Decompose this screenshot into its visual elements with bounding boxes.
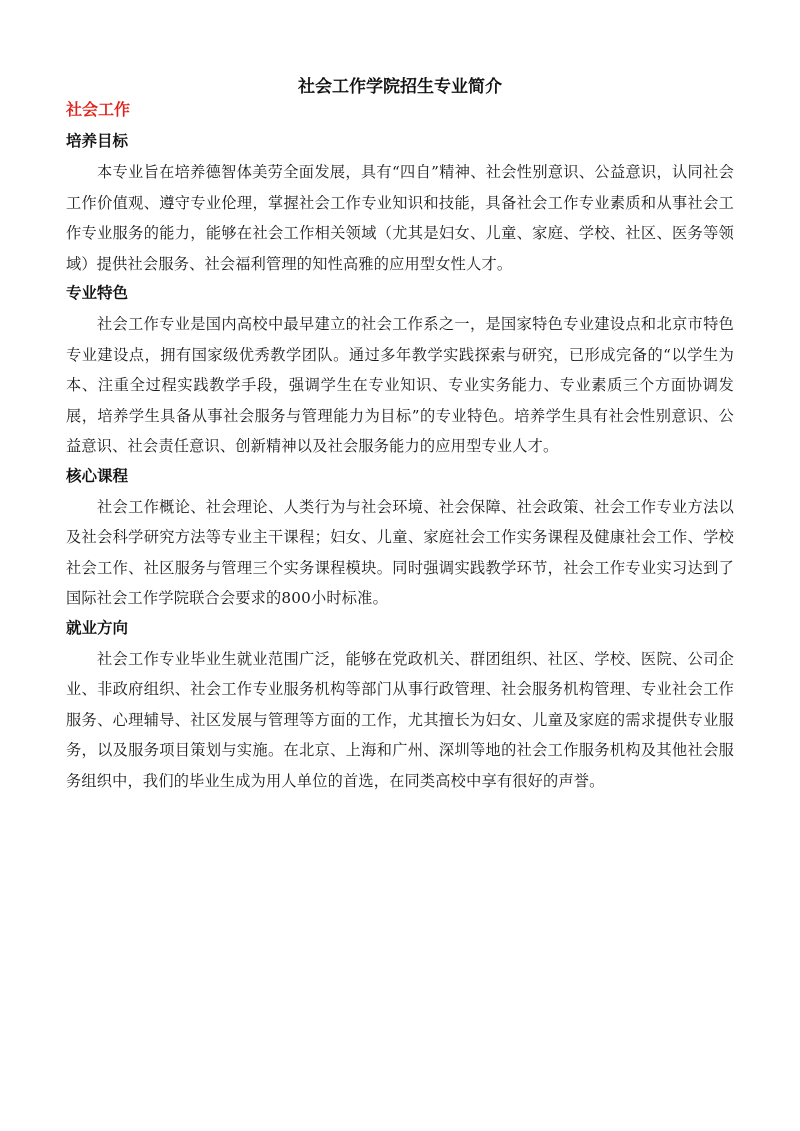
section-core-courses: [66, 464, 734, 614]
document-content: [66, 129, 734, 798]
section-body-major-features: 社会工作专业是国内高校中最早建立的社会工作系之一，是国家特色专业建设点和北京市特色专业建设点，拥有国家级优秀教学团队。通过多年教学实践探索与研究，已形成完备的“以学生为本、注重全过程实践教学手段，强调学生在专业知识、专业实务能力、专业素质三个方面协调发展，培养学生具备从事社会服务与管理能力为目标”的专业特色。培养学生具有社会性别意识、公益意识、社会责任意识、创新精神以及社会服务能力的应用型专业人才。: [66, 315, 734, 455]
section-major-features: [66, 281, 734, 462]
major-name: 社会工作: [66, 100, 131, 119]
section-heading-core-courses: 核心课程: [66, 466, 129, 485]
section-heading-major-features: 专业特色: [66, 284, 129, 302]
section-training-goals: [66, 129, 734, 279]
section-employment: [66, 616, 734, 797]
section-body-core-courses: 社会工作概论、社会理论、人类行为与社会环境、社会保障、社会政策、社会工作专业方法以及社会科学研究方法等专业主干课程；妇女、儿童、家庭社会工作实务课程及健康社会工作、学校社会工作、社区服务与管理三个实务课程模块。同时强调实践教学环节，社会工作专业实习达到了国际社会工作学院联合会要求的800小时标准。: [66, 497, 734, 607]
section-body-training-goals: 本专业旨在培养德智体美劳全面发展，具有“四自”精神、社会性别意识、公益意识，认同社会工作价值观、遵守专业伦理，掌握社会工作专业知识和技能，具备社会工作专业素质和从事社会工作专业服务的能力，能够在社会工作相关领域（尤其是妇女、儿童、家庭、学校、社区、医务等领域）提供社会服务、社会福利管理的知性高雅的应用型女性人才。: [66, 163, 734, 273]
section-body-employment: 社会工作专业毕业生就业范围广泛，能够在党政机关、群团组织、社区、学校、医院、公司企业、非政府组织、社会工作专业服务机构等部门从事行政管理、社会服务机构管理、专业社会工作服务、心理辅导、社区发展与管理等方面的工作，尤其擅长为妇女、儿童及家庭的需求提供专业服务，以及服务项目策划与实施。在北京、上海和广州、深圳等地的社会工作服务机构及其他社会服务组织中，我们的毕业生成为用人单位的首选，在同类高校中享有很好的声誉。: [66, 649, 734, 790]
section-heading-training-goals: 培养目标: [66, 132, 129, 150]
section-heading-employment: 就业方向: [66, 618, 129, 637]
document-title: 社会工作学院招生专业简介: [298, 77, 502, 97]
